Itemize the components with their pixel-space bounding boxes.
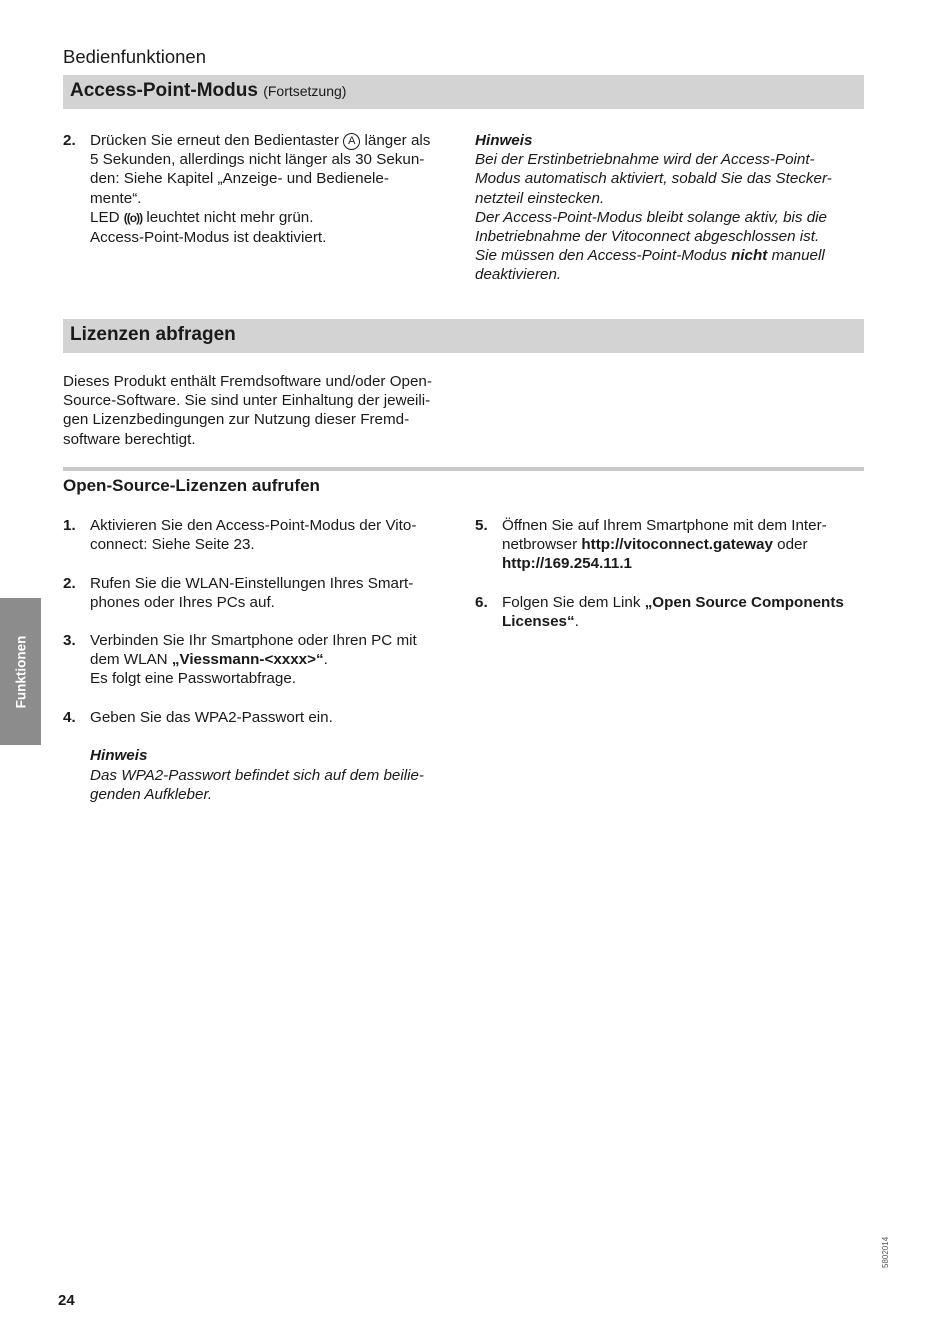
note-title: Hinweis [475, 132, 533, 149]
step-3: 3. Verbinden Sie Ihr Smartphone oder Ihren PC mit dem WLAN „Viessmann-<xxxx>“. Es folgt eine Passwortabfrage. [63, 632, 417, 688]
step-5: 5. Öffnen Sie auf Ihrem Smartphone mit dem Inter- netbrowser http://vitoconnect.gateway oder http://169.254.11.1 [475, 517, 827, 573]
subheading: Open-Source-Lizenzen aufrufen [63, 476, 320, 495]
note-title: Hinweis [90, 747, 148, 765]
licence-intro: Dieses Produkt enthält Fremdsoftware und/oder Open- Source-Software. Sie sind unter Einhaltung der jeweili- gen Lizenzbedingungen zur Nutzung dieser Fremd- software berechtigt. [63, 373, 432, 448]
document-code: 5802014 [881, 1236, 890, 1268]
step-2-access-point: 2. Drücken Sie erneut den Bedientaster A länger als 5 Sekunden, allerdings nicht länger als 30 Sekun- den: Siehe Kapitel „Anzeige- und Bedienele- mente“. LED ((o)) leuchtet nicht mehr grün. Access-Point-Modus ist deaktiviert. [63, 132, 431, 247]
led-wifi-icon: ((o)) [123, 210, 143, 225]
url-gateway: http://vitoconnect.gateway [581, 536, 773, 554]
section-title-lizenzen: Lizenzen abfragen [70, 324, 236, 345]
step-1: 1. Aktivieren Sie den Access-Point-Modus der Vito- connect: Siehe Seite 23. [63, 517, 417, 554]
step-6: 6. Folgen Sie dem Link „Open Source Components Licenses“. [475, 594, 844, 631]
section-subtitle: (Fortsetzung) [263, 83, 347, 99]
note-access-point: Hinweis Bei der Erstinbetriebnahme wird der Access-Point- Modus automatisch aktiviert, sobald Sie das Stecker- netzteil einstecken. Der Access-Point-Modus bleibt solange aktiv, bis die Inbetriebnahme der Vitoconnect abgeschlossen ist. Sie müssen den Access-Point-Modus nicht manuell deaktivieren. [475, 131, 870, 285]
url-ip: http://169.254.11.1 [502, 555, 633, 573]
divider [63, 467, 864, 471]
wlan-name: „Viessmann-<xxxx>“ [171, 651, 324, 669]
button-a-icon: A [343, 133, 360, 150]
step-4: 4. Geben Sie das WPA2-Passwort ein. Hinweis Das WPA2-Passwort befindet sich auf dem beilie- genden Aufkleber. [63, 709, 424, 803]
step-2: 2. Rufen Sie die WLAN-Einstellungen Ihres Smart- phones oder Ihres PCs auf. [63, 575, 414, 612]
section-bar-access-point [63, 75, 864, 109]
section-bar-lizenzen [63, 319, 864, 353]
section-header: Bedienfunktionen [63, 46, 206, 67]
page-number: 24 [58, 1292, 75, 1309]
step-number: 2. [63, 132, 76, 149]
side-tab-funktionen: Funktionen [0, 598, 41, 745]
section-title: Access-Point-Modus [70, 80, 258, 101]
